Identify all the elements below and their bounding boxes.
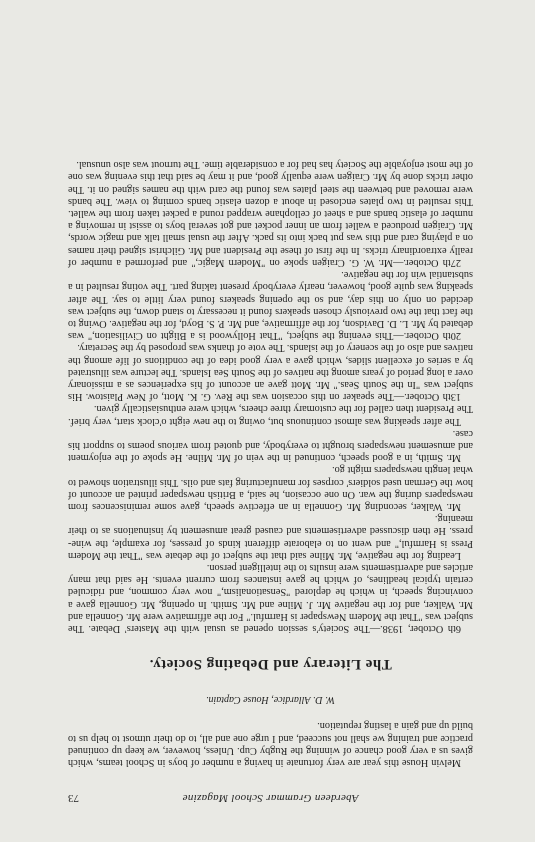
paragraph: Mr. Smith, in a good speech, continued in the vein of Mr. Milne. He spoke of the enjoyment and amusement newspapers brought to everybody, and quoted from various poems to support his case. bbox=[68, 427, 473, 464]
intro-paragraph: Melvin House this year are very fortunate in having a number of boys in School teams, which gives us a very good chance of winning the Rugby Cup. Unless, however, we keep up continued practice and training we shall not succeed, and I urge one and all, to do their utmost to help us to build up and gain a lasting reputation. bbox=[68, 720, 473, 768]
paragraph: Mr. Walker, seconding Mr. Gonnella in an effective speech, gave some reminiscences from newspapers during the war. On one occasion, he said, a British newspaper printed an account of how the German used soldiers' corpses for manufacturing fats and oils. This illustration showed to what length newspapers might go. bbox=[68, 464, 473, 512]
signature: W. D. Allardice, House Captain. bbox=[205, 694, 336, 705]
page-number: 73 bbox=[68, 792, 79, 804]
running-head bbox=[68, 792, 473, 804]
section-title: The Literary and Debating Society. bbox=[149, 656, 392, 672]
article-body bbox=[68, 158, 473, 634]
paragraph: 27th October.—Mr. W. G. Craigen spoke on "Modern Magic," and performed a number of really extraordinary tricks. In the first of these the President and Mr. Gilchrist signed their names on a playing card and this was put back into its pack. After the usual small talk and magic words, Mr. Craigen produced a wallet from an inner pocket and got several boys to assist in removing a number of elastic bands and a sheet of cellophane wrapped round a packet taken from the wallet. This resulted in two plates enclosed in about a dozen elastic bands coming to view. The bands were removed and between the steel plates was found the card with the names signed on it. The other tricks done by Mr. Craigen were equally good, and it may be said that this evening was one of the most enjoyable the Society has had for a considerable time. The turnout was also unusual. bbox=[68, 159, 473, 268]
journal-title: Aberdeen Grammar School Magazine bbox=[182, 792, 359, 804]
paragraph: Leading for the negative, Mr. Milne said that the subject of the debate was "That the Modern Press is Harmful," and went on to elaborate different kinds of presses, for example, the wine-press. He then discussed advertisements and caused great amusement by insinuations as to their meaning. bbox=[68, 513, 473, 561]
paragraph: 6th October, 1938.—The Society's session opened as usual with the Masters' Debate. The subject was "That the Modern Newspaper is Harmful." For the affirmative were Mr. Gonnella and Mr. Walker, and for the negative Mr. J. Milne and Mr. Smith. In opening, Mr. Gonnella gave a convincing speech, in which he deplored "Sensationalism," now very common, and ridiculed certain typical headlines, of which he gave instances from current events. He said that many articles and advertisements were insults to the intelligent person. bbox=[68, 561, 473, 634]
paragraph: The after speaking was almost continuous but, owing to the new eight o'clock start, very brief. The President then called for the customary three cheers, which were enthusiastically given. bbox=[68, 403, 473, 427]
paragraph: 13th October.—The speaker on this occasion was the Rev. G. K. Mott, of New Plaistow. His subject was "In the South Seas." Mr. Mott gave an account of his experiences as a missionary over a long period of years among the natives of the South Sea Islands. The lecture was illustrated by a series of excellent slides, which gave a very good idea of the conditions of life among the natives and also of the scenery of the islands. The vote of thanks was proposed by the Secretary. bbox=[68, 342, 473, 403]
intro-section bbox=[68, 719, 473, 768]
paragraph: 20th October.—This evening the subject, "That Hollywood is a Blight on Civilisation," was debated by Mr. L. D. Davidson, for the affirmative, and Mr. P. S. Boyd, for the negative. Owing to the fact that the two previously chosen speakers found it necessary to stand down, the subject was decided on only on this day, and so the opening speakers found very little to say. The after speaking was quite good, however, nearly everybody present taking part. The voting resulted in a substantial win for the negative. bbox=[68, 269, 473, 342]
